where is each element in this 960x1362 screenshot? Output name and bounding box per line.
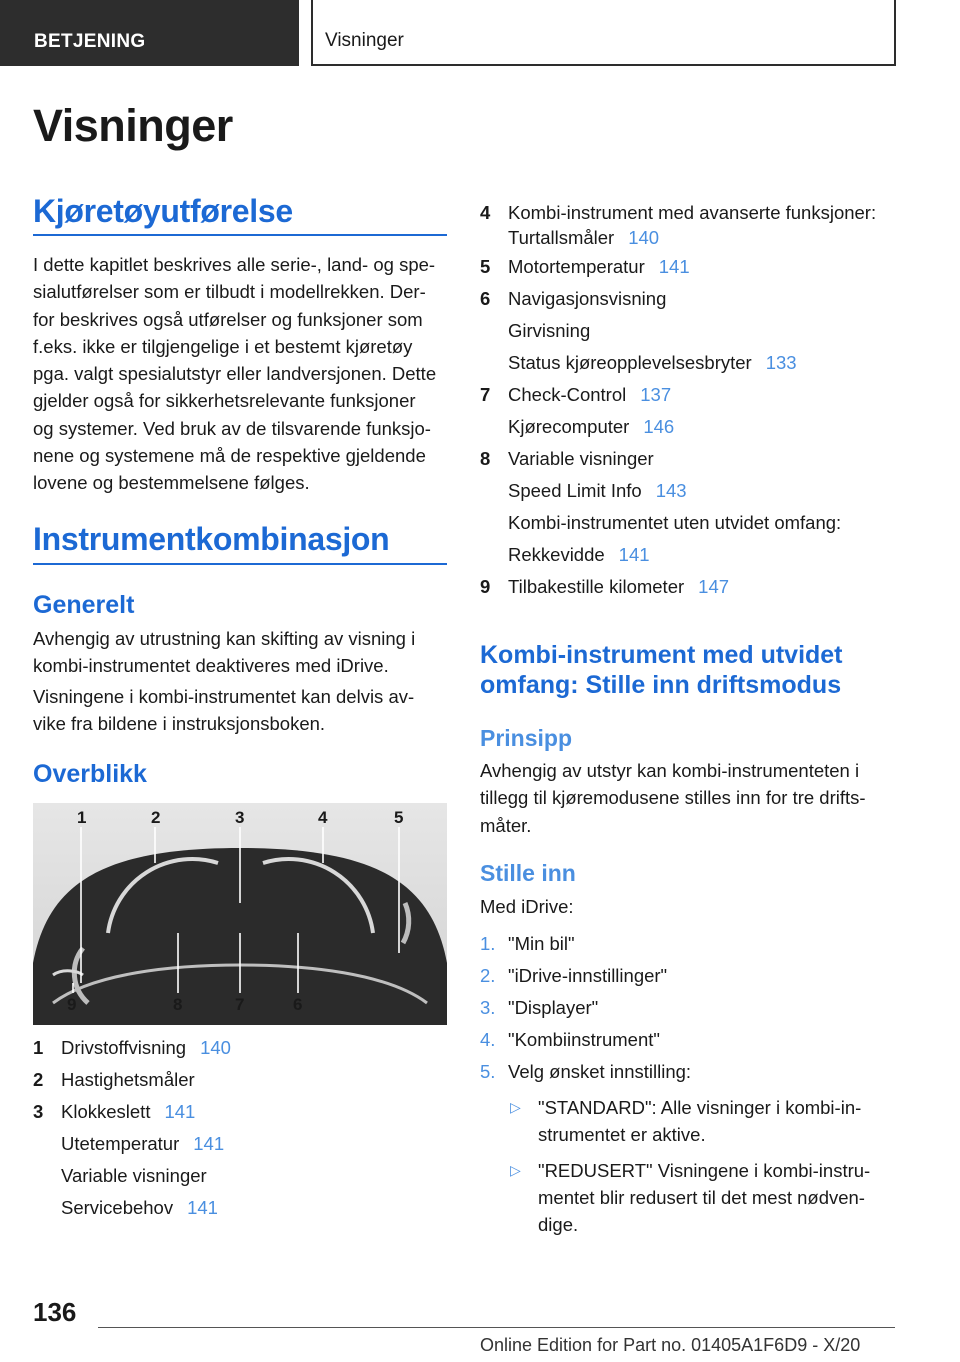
list-item: 1 Drivstoffvisning 140 [33,1037,231,1058]
list-item: 4 Kombi-instrument med avanserte funksjoner: Turtallsmåler 140 [480,202,877,248]
heading-rule [33,563,447,565]
list-item: Variable visninger [61,1165,207,1186]
list-item: 5 Motortemperatur 141 [480,256,690,277]
list-item: 6 Navigasjonsvisning [480,288,667,309]
list-item: Utetemperatur 141 [61,1133,225,1154]
heading-overview: Overblikk [33,760,147,788]
heading-vehicle-version: Kjøretøyutførelse [33,193,293,229]
paragraph-principle: Avhengig av utstyr kan kombi-instrumenteten i tillegg til kjøremodusene stilles inn for tre drifts- måter. [480,760,866,836]
page-reference-link[interactable]: 140 [200,1037,231,1058]
list-item: Servicebehov 141 [61,1197,218,1218]
callout-4: 4 [318,808,328,827]
heading-setup: Stille inn [480,860,576,886]
callout-1: 1 [77,808,87,827]
page-reference-link[interactable]: 140 [628,227,660,248]
list-item: Kombi-instrumentet uten utvidet omfang: [508,512,842,533]
heading-operating-mode: Kombi-instrument med utvidet omfang: Stille inn driftsmodus [480,641,843,699]
setup-steps [480,928,895,1088]
edition-note: Online Edition for Part no. 01405A1F6D9 - X/20 [480,1335,861,1355]
paragraph-general-2: Visningene i kombi-instrumentet kan delvis av- vike fra bildene i instruksjonsboken. [33,686,415,735]
page-title: Visninger [33,100,233,151]
heading-rule [33,234,447,236]
chapter-tab: BETJENING [0,0,299,66]
heading-principle: Prinsipp [480,725,573,751]
list-item: 9 Tilbakestille kilometer 147 [480,576,730,597]
callout-9: 9 [67,995,77,1014]
list-item: Speed Limit Info 143 [508,480,687,501]
callout-5: 5 [394,808,404,827]
list-item: 1. "Min bil" [480,933,575,954]
list-item: Kjørecomputer 146 [508,416,675,437]
page-reference-link[interactable]: 141 [193,1133,225,1154]
list-item: Rekkevidde 141 [508,544,650,565]
page-reference-link[interactable]: 141 [187,1197,218,1218]
list-item: Girvisning [508,320,591,341]
page-reference-link[interactable]: 147 [698,576,730,597]
topic-tab: Visninger [311,0,896,66]
page-number: 136 [33,1297,77,1327]
cluster-drawing [33,803,447,1025]
legend-list-left [33,1032,447,1224]
list-item: 5. Velg ønsket innstilling: [480,1061,692,1082]
list-item: 3 Klokkeslett 141 [33,1101,196,1122]
list-item: ▷ "STANDARD": Alle visninger i kombi-in- strumentet er aktive. [480,1094,895,1157]
page-reference-link[interactable]: 146 [643,416,675,437]
callout-7: 7 [235,995,245,1014]
heading-instrument-cluster: Instrumentkombinasjon [33,521,390,557]
list-item: ▷ "REDUSERT" Visningene i kombi-instru- mentet blir redusert til det mest nødven- dige. [480,1157,895,1247]
page-reference-link[interactable]: 137 [640,384,672,405]
triangle-bullet-icon: ▷ [510,1099,521,1115]
list-item: 3. "Displayer" [480,997,599,1018]
triangle-bullet-icon: ▷ [510,1162,521,1178]
callout-3: 3 [235,808,245,827]
page-reference-link[interactable]: 141 [164,1101,196,1122]
list-item: 7 Check-Control 137 [480,384,672,405]
page-reference-link[interactable]: 141 [658,256,690,277]
paragraph-general-1: Avhengig av utrustning kan skifting av visning i kombi-instrumentet deaktiveres med iDrive. [33,628,416,677]
footer-rule [98,1327,895,1328]
callout-6: 6 [293,995,303,1014]
list-item: 4. "Kombiinstrument" [480,1029,660,1050]
callout-8: 8 [173,995,183,1014]
heading-general: Generelt [33,591,135,619]
list-item: Status kjøreopplevelsesbryter 133 [508,352,797,373]
list-item: 8 Variable visninger [480,448,654,469]
legend-list-right [480,197,895,603]
page-reference-link[interactable]: 143 [655,480,687,501]
paragraph-vehicle-version: I dette kapitlet beskrives alle serie-, land- og spe- sialutførelser som er tilbudt i modellrekken. Der- for beskrives også utførelser og funksjoner som f.eks. ikke er tilgjengelige i et bestemt kjøretøy pga. valgt spesialutstyr eller landversjonen. Dette gjelder også for sikkerhetsrelevante funksjoner og systemer. Ved bruk av de tilsvarende funksjo- nene og systemene må de respektive gjeldende lovene og bestemmelsene følges. [33,254,437,494]
paragraph-setup: Med iDrive: [480,896,574,917]
list-item: 2 Hastighetsmåler [33,1069,195,1090]
page-reference-link[interactable]: 141 [618,544,650,565]
page-header [0,0,960,66]
page-reference-link[interactable]: 133 [765,352,797,373]
setup-options [480,1094,895,1247]
instrument-cluster-illustration [33,803,447,1025]
list-item: 2. "iDrive-innstillinger" [480,965,668,986]
callout-2: 2 [151,808,161,827]
